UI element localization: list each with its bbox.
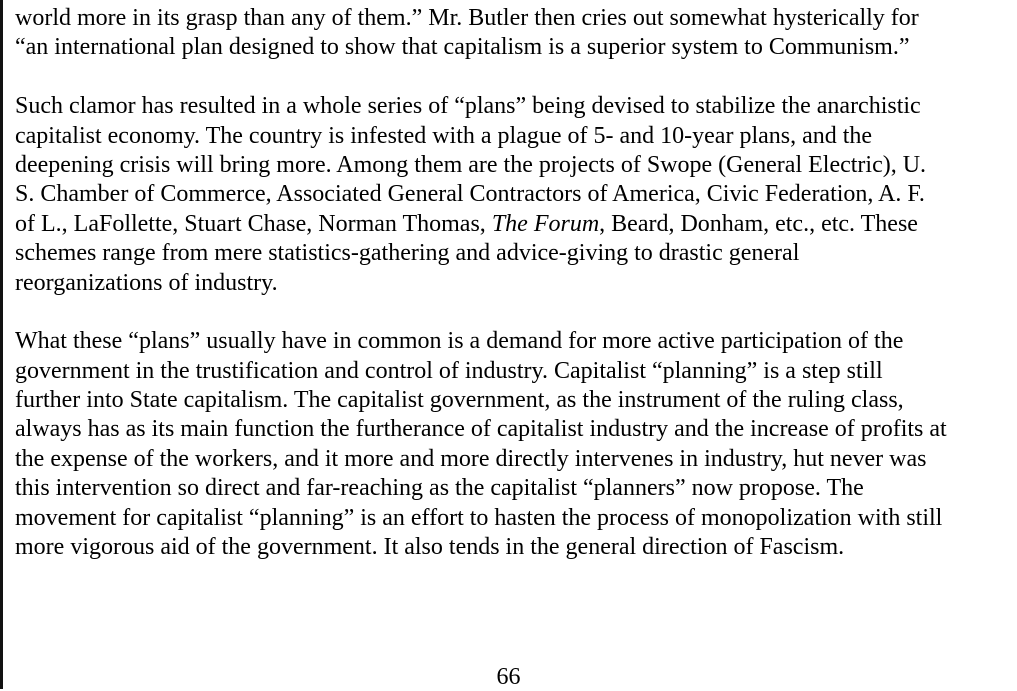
document-page xyxy=(15,4,1015,562)
text-line: government in the trustification and control of industry. Capitalist “planning” is a step still xyxy=(15,357,883,384)
page-number: 66 xyxy=(496,664,521,690)
text-line: movement for capitalist “planning” is an effort to hasten the process of monopolization with still xyxy=(15,504,943,531)
paragraph-spacer xyxy=(15,298,1015,327)
text-line: S. Chamber of Commerce, Associated General Contractors of America, Civic Federation, A. F. xyxy=(15,181,925,208)
text-line: world more in its grasp than any of them.” Mr. Butler then cries out somewhat hysterically for xyxy=(15,5,919,31)
paragraph-spacer xyxy=(15,63,1015,92)
text-line: more vigorous aid of the government. It also tends in the general direction of Fascism. xyxy=(15,534,845,561)
text-line: What these “plans” usually have in common is a demand for more active participation of the xyxy=(15,328,904,355)
text-line: this intervention so direct and far-reaching as the capitalist “planners” now propose. The xyxy=(15,475,864,502)
text-line: Such clamor has resulted in a whole series of “plans” being devised to stabilize the anarchistic xyxy=(15,93,921,120)
publication-title: The Forum xyxy=(491,210,600,237)
page-left-border xyxy=(0,0,3,689)
text-line: deepening crisis will bring more. Among them are the projects of Swope (General Electric), U. xyxy=(15,151,927,178)
text-segment: of L., LaFollette, Stuart Chase, Norman Thomas, xyxy=(15,210,492,237)
paragraph-1 xyxy=(15,4,1015,63)
text-line: reorganizations of industry. xyxy=(15,269,278,296)
text-segment: , Beard, Donham, etc., etc. These xyxy=(599,210,918,237)
paragraph-3 xyxy=(15,327,1015,562)
text-line: always has as its main function the furtherance of capitalist industry and the increase of profits at xyxy=(15,416,947,443)
text-line: further into State capitalism. The capitalist government, as the instrument of the ruling class, xyxy=(15,387,904,414)
text-line: the expense of the workers, and it more and more directly intervenes in industry, hut never was xyxy=(15,445,927,472)
text-line: capitalist economy. The country is infested with a plague of 5- and 10-year plans, and the xyxy=(15,122,873,149)
paragraph-2 xyxy=(15,92,1015,298)
text-line: schemes range from mere statistics-gathering and advice-giving to drastic general xyxy=(15,240,800,267)
text-line xyxy=(15,210,1015,239)
text-line: “an international plan designed to show that capitalism is a superior system to Communism.” xyxy=(15,34,910,61)
